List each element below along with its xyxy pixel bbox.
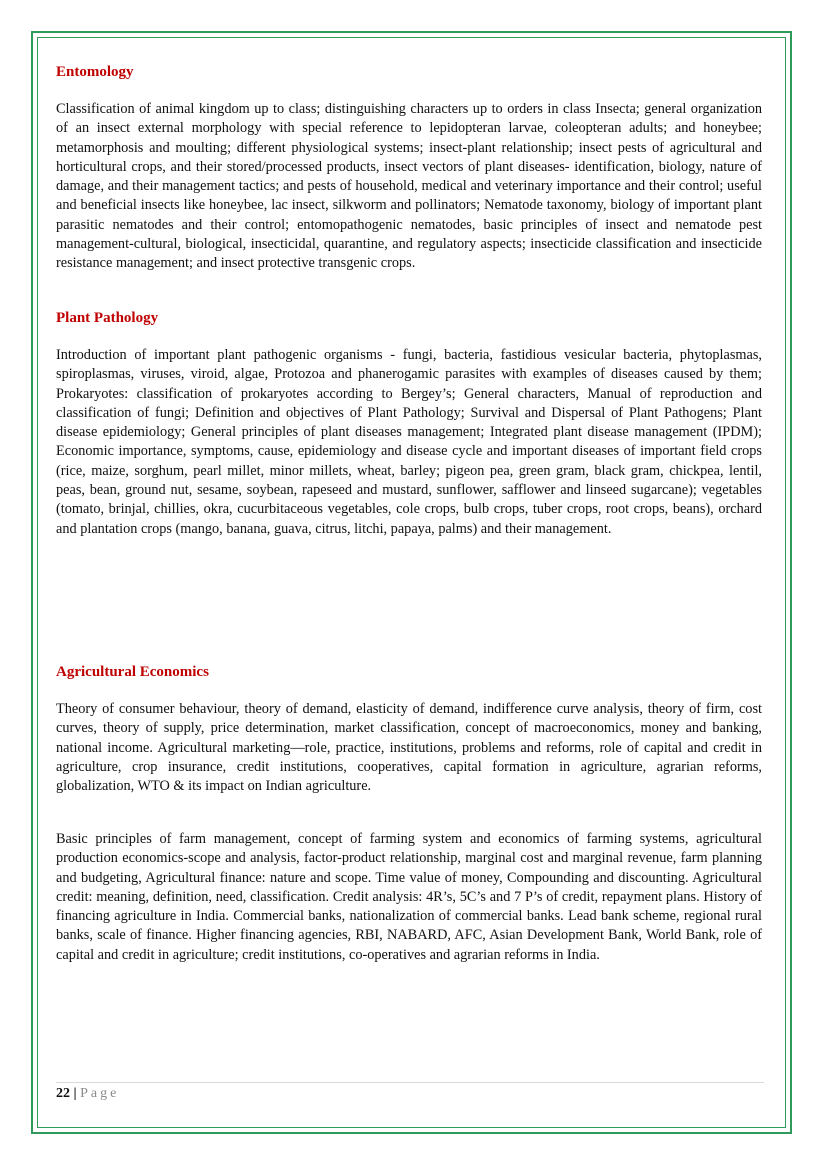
footer-divider — [56, 1082, 764, 1083]
page-label: Page — [80, 1086, 120, 1101]
section-heading-agricultural-economics: Agricultural Economics — [56, 664, 209, 680]
footer-separator: | — [73, 1086, 77, 1101]
page-number: 22 — [56, 1086, 70, 1101]
page-footer — [56, 1086, 119, 1102]
section-body-entomology: Classification of animal kingdom up to class; distinguishing characters up to orders in class Insecta; general organization of an insect external morphology with special reference to lepidopteran larvae, coleopteran adults; and honeybee; metamorphosis and moulting; different physiological systems; insect-plant relationship; insect pests of agricultural and horticultural crops, and their stored/processed products, insect vectors of plant diseases- identification, biology, nature of damage, and their management tactics; and pests of household, medical and veterinary importance and their control; useful and beneficial insects like honeybee, lac insect, silkworm and pollinators; Nematode taxonomy, biology of important plant parasitic nematodes and their control; entomopathogenic nematodes, basic principles of insect and nematode pest management-cultural, biological, insecticidal, quarantine, and regulatory aspects; insecticide classification and insecticide resistance management; and insect protective transgenic crops. — [56, 101, 762, 272]
section-body-agricultural-economics-2: Basic principles of farm management, concept of farming system and economics of farming systems, agricultural production economics-scope and analysis, factor-product relationship, marginal cost and marginal revenue, farm planning and budgeting, Agricultural finance: nature and scope. Time value of money, Compounding and discounting. Agricultural credit: meaning, definition, need, classification. Credit analysis: 4R’s, 5C’s and 7 P’s of credit, repayment plans. History of financing agriculture in India. Commercial banks, nationalization of commercial banks. Lead bank scheme, regional rural banks, scale of finance. Higher financing agencies, RBI, NABARD, AFC, Asian Development Bank, World Bank, role of capital and credit in agriculture; credit institutions, co-operatives and agrarian reforms in India. — [56, 831, 762, 963]
section-heading-plant-pathology: Plant Pathology — [56, 310, 159, 326]
section-body-plant-pathology: Introduction of important plant pathogenic organisms - fungi, bacteria, fastidious vesicular bacteria, phytoplasmas, spiroplasmas, viruses, viroid, algae, Protozoa and phanerogamic parasites with examples of diseases caused by them; Prokaryotes: classification of prokaryotes according to Bergey’s; General characters, Manual of reproduction and classification of fungi; Definition and objectives of Plant Pathology; Survival and Dispersal of Plant Pathogens; Plant disease epidemiology; General principles of plant diseases management; Integrated plant disease management (IPDM); Economic importance, symptoms, cause, epidemiology and disease cycle and important diseases of important field crops (rice, maize, sorghum, pearl millet, minor millets, wheat, barley; pigeon pea, green gram, black gram, chickpea, lentil, peas, bean, ground nut, sesame, soybean, rapeseed and mustard, sunflower, safflower and linseed sugarcane); vegetables (tomato, brinjal, chillies, okra, cucurbitaceous vegetables, cole crops, bulb crops, tuber crops, root crops, beans), orchard and plantation crops (mango, banana, guava, citrus, litchi, papaya, palms) and their management. — [56, 347, 762, 537]
section-body-agricultural-economics-1: Theory of consumer behaviour, theory of demand, elasticity of demand, indifference curve analysis, theory of firm, cost curves, theory of supply, price determination, market classification, concept of macroeconomics, money and banking, national income. Agricultural marketing—role, practice, institutions, problems and reforms, role of capital and credit in agriculture, crop insurance, credit institutions, cooperatives, capital formation in agriculture, agrarian reforms, globalization, WTO & its impact on Indian agriculture. — [56, 701, 762, 795]
section-heading-entomology: Entomology — [56, 64, 134, 80]
